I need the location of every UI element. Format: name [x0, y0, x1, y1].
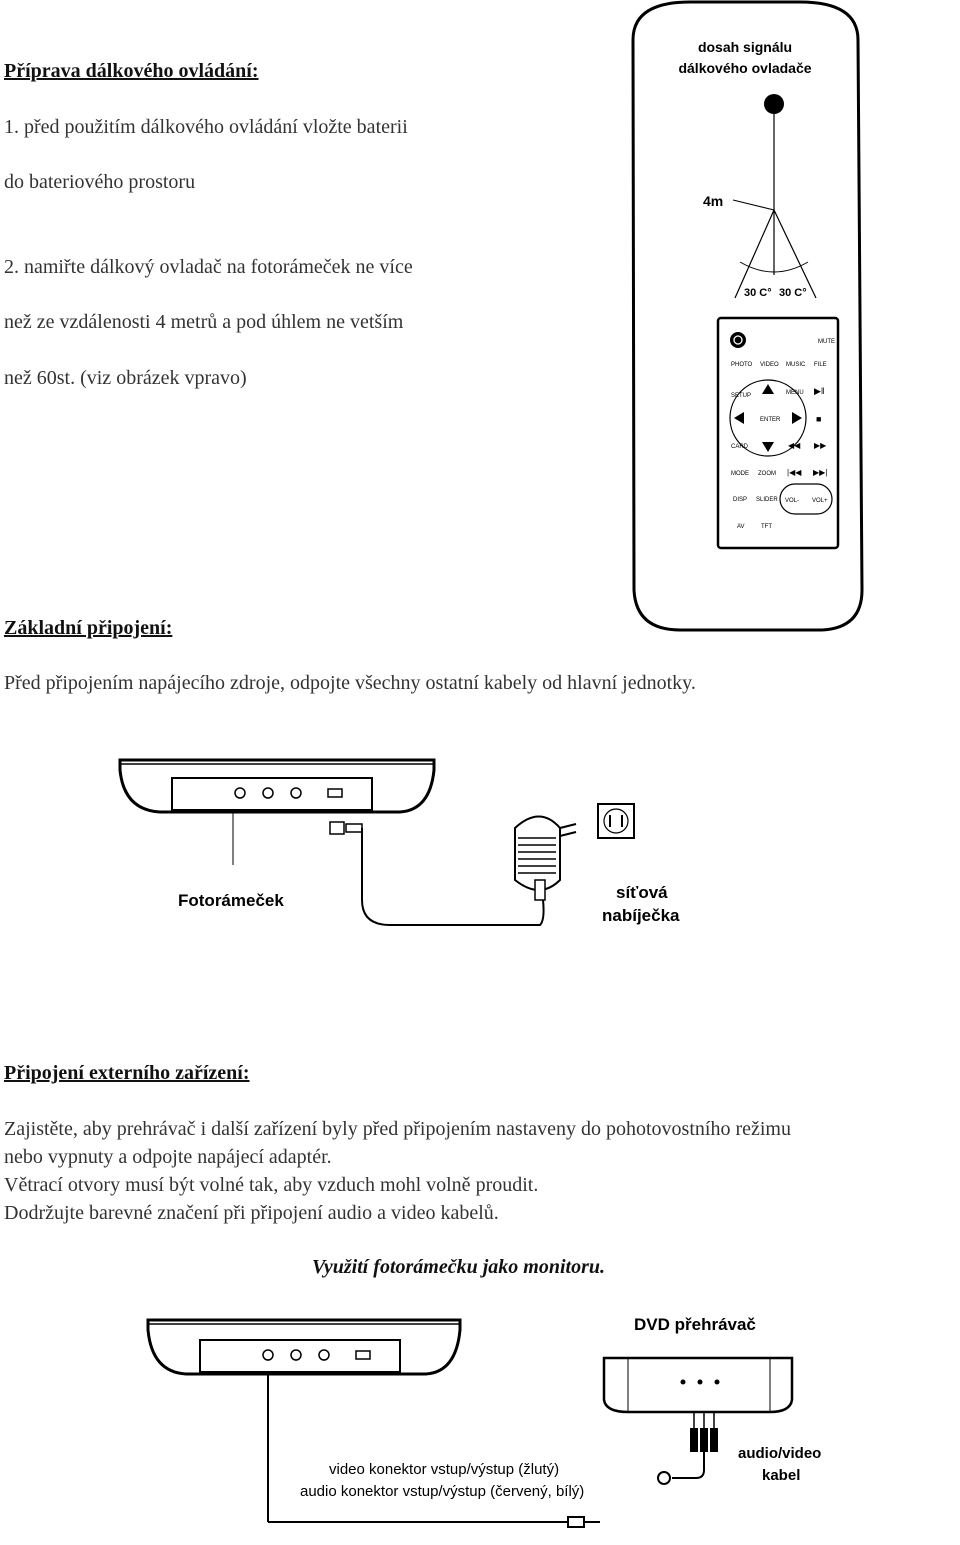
port-dc-icon: [328, 789, 342, 797]
charger-label-2: nabíječka: [602, 906, 680, 925]
photo-frame-label: Fotorámeček: [178, 891, 284, 910]
key-disp: DISP: [733, 497, 748, 503]
remote-prep-line-5: než 60st. (viz obrázek vpravo): [4, 367, 247, 389]
external-device-line-3: Větrací otvory musí být volné tak, aby vzduch mohl volně proudit.: [4, 1174, 539, 1196]
key-card: CARD: [731, 444, 749, 450]
dc-plug-icon: [330, 822, 344, 834]
angle-right-label: 30 C°: [779, 287, 807, 299]
charger-label-1: síťová: [616, 883, 668, 902]
range-title-1: dosah signálu: [697, 39, 793, 55]
rewind-icon: ◀◀: [788, 441, 801, 450]
key-video: VIDEO: [760, 362, 779, 368]
monitor-use-subtitle: Využití fotorámečku jako monitoru.: [312, 1256, 605, 1278]
av-plug-end-icon: [568, 1517, 584, 1527]
external-device-line-2: nebo vypnuty a odpojte napájecí adaptér.: [4, 1146, 332, 1168]
av-cable-label-2: kabel: [762, 1467, 801, 1484]
angle-left-label: 30 C°: [744, 287, 772, 299]
key-mode: MODE: [731, 471, 749, 477]
remote-prep-line-1: 1. před použitím dálkového ovládání vložte baterii: [4, 116, 408, 138]
port-1-icon: [235, 788, 245, 798]
remote-range-figure: [0, 0, 960, 640]
av-cable-junction-icon: [658, 1472, 670, 1484]
power-adapter-icon: [515, 817, 576, 901]
basic-connection-text: Před připojením napájecího zdroje, odpojte všechny ostatní kabely od hlavní jednotky.: [4, 672, 696, 694]
dvd-player-icon: [604, 1358, 792, 1412]
av-port-1-icon: [263, 1350, 273, 1360]
photo-frame-outline-2: [148, 1320, 460, 1374]
range-title-2: dálkového ovladače: [678, 60, 812, 76]
heading-external-device: Připojení externího zařízení:: [4, 1062, 250, 1084]
av-port-2-icon: [291, 1350, 301, 1360]
av-cable-label-1: audio/video: [738, 1445, 822, 1462]
external-device-line-1: Zajistěte, aby prehrávač i další zařízení byly před připojením nastaveny do pohotovostního režimu: [4, 1118, 791, 1140]
key-menu: MENU: [786, 390, 804, 396]
port-2-icon: [263, 788, 273, 798]
remote-prep-line-2: do bateriového prostoru: [4, 171, 196, 193]
av-port-dc-icon: [356, 1351, 370, 1359]
key-av: AV: [737, 524, 745, 530]
key-slider: SLIDER: [756, 497, 778, 503]
key-zoom: ZOOM: [758, 471, 776, 477]
audio-connector-note: audio konektor vstup/výstup (červený, bílý): [300, 1483, 585, 1500]
video-connector-note: video konektor vstup/výstup (žlutý): [329, 1461, 560, 1478]
key-setup: SETUP: [731, 393, 752, 399]
key-photo: PHOTO: [731, 362, 753, 368]
external-device-line-4: Dodržujte barevné značení při připojení audio a video kabelů.: [4, 1202, 499, 1224]
remote-prep-line-4: než ze vzdálenosti 4 metrů a pod úhlem ne vetším: [4, 311, 404, 333]
stop-icon: ■: [816, 414, 822, 424]
heading-remote-prep: Příprava dálkového ovládání:: [4, 60, 259, 82]
key-enter: ENTER: [760, 417, 781, 423]
play-pause-icon: ▶‖: [814, 386, 825, 396]
key-mute: MUTE: [818, 339, 835, 345]
port-3-icon: [291, 788, 301, 798]
key-vol-minus: VOL-: [785, 498, 800, 504]
heading-basic-connection: Základní připojení:: [4, 617, 173, 639]
power-connection-figure: [0, 740, 960, 970]
key-vol-plus: VOL+: [812, 498, 828, 504]
av-cable-line: [672, 1452, 704, 1478]
av-port-3-icon: [319, 1350, 329, 1360]
dvd-player-label: DVD přehrávač: [634, 1315, 756, 1334]
prev-icon: |◀◀: [787, 468, 802, 477]
distance-label: 4m: [703, 193, 724, 209]
key-music: MUSIC: [786, 362, 806, 368]
key-tft: TFT: [761, 524, 772, 530]
forward-icon: ▶▶: [814, 441, 827, 450]
key-file: FILE: [814, 362, 827, 368]
power-button-icon: [730, 332, 746, 348]
av-connection-figure: [0, 1300, 960, 1540]
photo-frame-outline: [120, 760, 434, 812]
remote-prep-line-3: 2. namiřte dálkový ovladač na fotorámeček ne více: [4, 256, 413, 278]
next-icon: ▶▶|: [813, 468, 828, 477]
av-cable-plugs-icon: [690, 1412, 718, 1452]
